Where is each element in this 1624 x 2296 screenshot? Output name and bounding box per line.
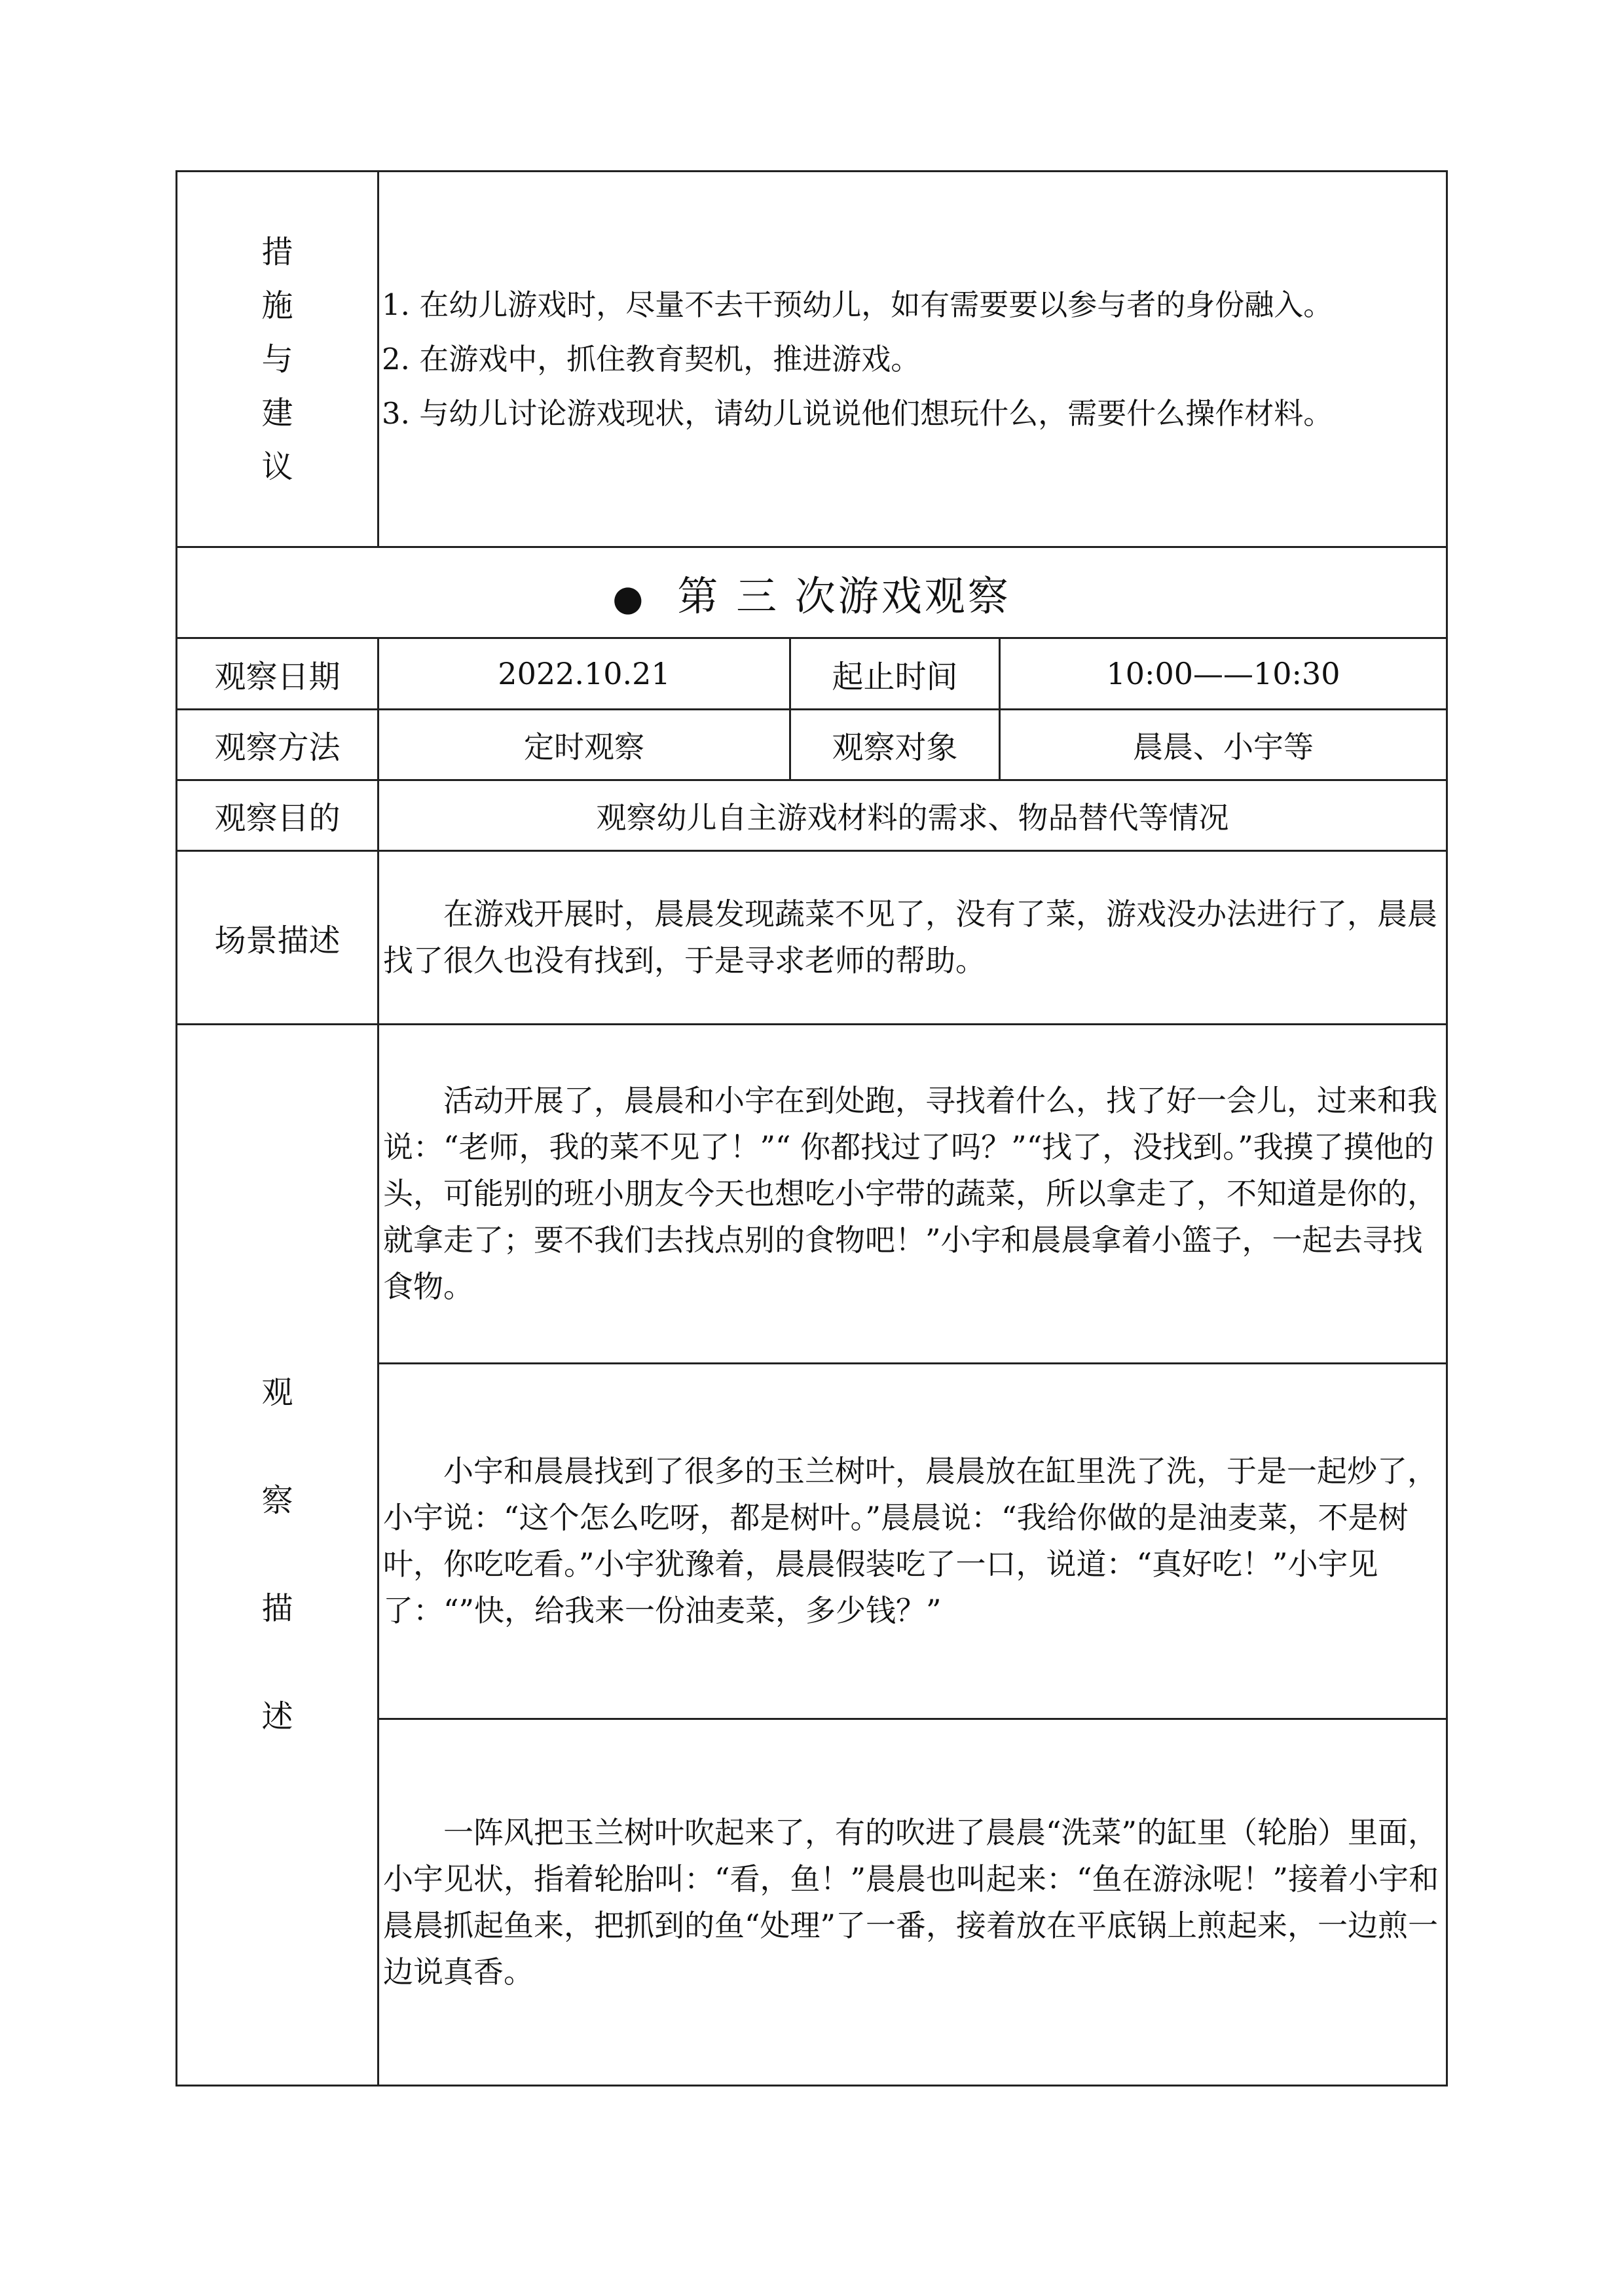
label-char: 施 (261, 287, 293, 324)
section-title-row (177, 547, 1447, 638)
date-time-row (177, 638, 1447, 710)
measure-item: 1. 在幼儿游戏时，尽量不去干预幼儿，如有需要要以参与者的身份融入。 (382, 287, 1333, 322)
date-label: 观察日期 (177, 638, 378, 710)
purpose-row (177, 780, 1447, 851)
measures-label (261, 225, 293, 494)
label-char: 议 (261, 448, 293, 485)
measures-label-cell (177, 172, 378, 547)
scene-text: 在游戏开展时，晨晨发现蔬菜不见了，没有了菜，游戏没办法进行了，晨晨找了很久也没有找到，于是寻求老师的帮助。 (383, 896, 1437, 978)
method-value: 定时观察 (378, 710, 790, 780)
purpose-label: 观察目的 (177, 780, 378, 851)
target-label: 观察对象 (790, 710, 1000, 780)
observation-record-table (175, 170, 1448, 2086)
label-char: 措 (261, 233, 293, 270)
observation-label-cell (177, 1025, 378, 2086)
label-char: 与 (261, 340, 293, 378)
label-char: 建 (261, 394, 293, 431)
observation-paragraph: 一阵风把玉兰树叶吹起来了，有的吹进了晨晨“洗菜”的缸里（轮胎）里面，小宇见状，指着轮胎叫：“看，鱼！”晨晨也叫起来：“鱼在游泳呢！”接着小宇和晨晨抓起鱼来，把抓到的鱼“处理”了一番，接着放在平底锅上煎起来，一边煎一边说真香。 (383, 1814, 1439, 1990)
date-value: 2022.10.21 (378, 638, 790, 710)
observation-paragraph: 活动开展了，晨晨和小宇在到处跑，寻找着什么，找了好一会儿，过来和我说：“老师，我的菜不见了！”“ 你都找过了吗？”“找了，没找到。”我摸了摸他的头，可能别的班小朋友今天也想吃小宇带的蔬菜，所以拿走了，不知道是你的，就拿走了；要不我们去找点别的食物吧！”小宇和晨晨拿着小篮子，一起去寻找食物。 (383, 1083, 1437, 1304)
observation-paragraph: 小宇和晨晨找到了很多的玉兰树叶，晨晨放在缸里洗了洗，于是一起炒了，小宇说：“这个怎么吃呀，都是树叶。”晨晨说：“我给你做的是油麦菜，不是树叶，你吃吃看。”小宇犹豫着，晨晨假装吃了一口，说道：“真好吃！”小宇见了：“”快，给我来一份油麦菜，多少钱？” (383, 1453, 1437, 1628)
measures-content (378, 172, 1447, 547)
method-label: 观察方法 (177, 710, 378, 780)
measure-item: 2. 在游戏中，抓住教育契机，推进游戏。 (382, 342, 921, 376)
scene-row (177, 851, 1447, 1025)
method-target-row (177, 710, 1447, 780)
label-char: 观 (261, 1374, 293, 1411)
observation-label (261, 1339, 293, 1771)
observation-cell (378, 1719, 1447, 2086)
section-title-text: 第 三 次游戏观察 (677, 572, 1011, 620)
label-char: 描 (261, 1590, 293, 1627)
measures-row (177, 172, 1447, 547)
purpose-value: 观察幼儿自主游戏材料的需求、物品替代等情况 (378, 780, 1447, 851)
label-char: 察 (261, 1482, 293, 1519)
observation-row-1 (177, 1025, 1447, 1364)
time-label: 起止时间 (790, 638, 1000, 710)
section-title (177, 547, 1447, 638)
measure-item: 3. 与幼儿讨论游戏现状，请幼儿说说他们想玩什么，需要什么操作材料。 (382, 396, 1333, 431)
target-value: 晨晨、小宇等 (1000, 710, 1447, 780)
bullet-icon: ● (612, 577, 646, 619)
scene-content (378, 851, 1447, 1025)
time-value: 10:00——10:30 (1000, 638, 1447, 710)
observation-cell (378, 1025, 1447, 1364)
observation-cell (378, 1364, 1447, 1719)
scene-label: 场景描述 (177, 851, 378, 1025)
label-char: 述 (261, 1698, 293, 1735)
